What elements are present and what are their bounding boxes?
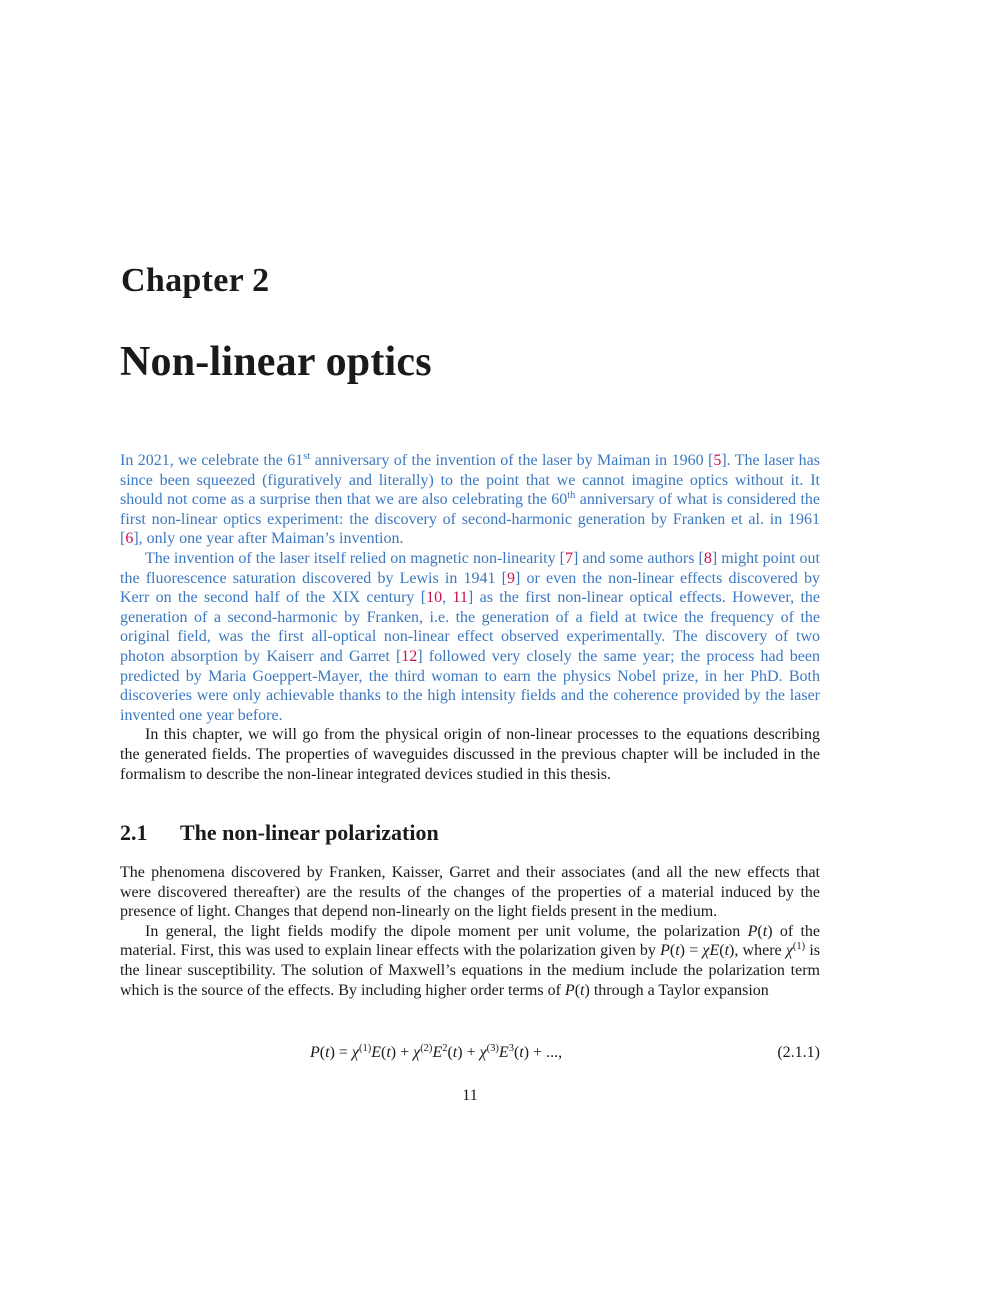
equation-number: (2.1.1) [777,1044,820,1061]
citation-link[interactable]: 9 [507,569,516,587]
citation-link[interactable]: 10 [426,589,443,607]
section-paragraph-1: The phenomena discovered by Franken, Kaisser, Garret and their associates (and all the new effects that were discovered thereafter) are the results of the changes of the properties of a material induced by the presence of light. Changes that depend non-linearly on the light fields present in the medium. [120,864,820,921]
citation-link[interactable]: 7 [564,549,573,567]
citation-link[interactable]: 12 [401,647,418,665]
citation-link[interactable]: 6 [125,530,134,548]
citation-link[interactable]: 8 [703,549,712,567]
intro-paragraph-1: In 2021, we celebrate the 61st anniversary of the invention of the laser by Maiman in 1960 [5]. The laser has since been squeezed (figuratively and literally) to the point that we cannot imagine optics without it. It should not come as a surprise then that we are also celebrating the 60th anniversary of what is considered the first non-linear optics experiment: the discovery of second-harmonic generation by Franken et al. in 1961 [6], only one year after Maiman’s invention. [120,451,821,548]
section-body [120,863,820,1000]
page-number: 11 [462,1087,478,1104]
section-number: 2.1 [120,820,148,845]
chapter-label: Chapter 2 [121,262,270,299]
citation-link[interactable]: 11 [452,589,468,607]
intro-paragraph-3: In this chapter, we will go from the physical origin of non-linear processes to the equations describing the generated fields. The properties of waveguides discussed in the previous chapter will be included in the formalism to describe the non-linear integrated devices studied in this thesis. [120,726,820,783]
section-title: The non-linear polarization [180,820,439,845]
citation-link[interactable]: 5 [713,452,722,469]
chapter-title: Non-linear optics [120,339,432,385]
chapter-introduction [120,451,820,784]
section-heading [120,820,439,846]
equation-formula: $P(t) = \chi^{(1)}E(t) + \chi^{(2)}E^2(t) + \chi^{(3)}E^3(t)$ + ..., [310,1043,563,1061]
intro-paragraph-2: The invention of the laser itself relied on magnetic non-linearity [7] and some authors [8] might point out the fluorescence saturation discovered by Lewis in 1941 [9] or even the non-linear effects discovered by Kerr on the second half of the XIX century [10, 11] as the first non-linear optical effects. However, the generation of a second-harmonic by Franken, i.e. the generation of a field at twice the frequency of the original field, was the first all-optical non-linear effect observed experimentally. The discovery of two photon absorption by Kaiserr and Garret [12] followed very closely the same year; the process had been predicted by Maria Goeppert-Mayer, the third woman to earn the physics Nobel prize, in her PhD. Both discoveries were only achievable thanks to the high intensity fields and the coherence provided by the laser invented one year before. [120,549,821,724]
section-paragraph-2: In general, the light fields modify the dipole moment per unit volume, the polarization P(t) of the material. First, this was used to explain linear effects with the polarization given by P(t) = χE(t), where $\chi^{(1)}$ is the linear susceptibility. The solution of Maxwell’s equations in the medium include the polarization term which is the source of the effects. By including higher order terms of P(t) through a Taylor expansion [120,922,821,999]
